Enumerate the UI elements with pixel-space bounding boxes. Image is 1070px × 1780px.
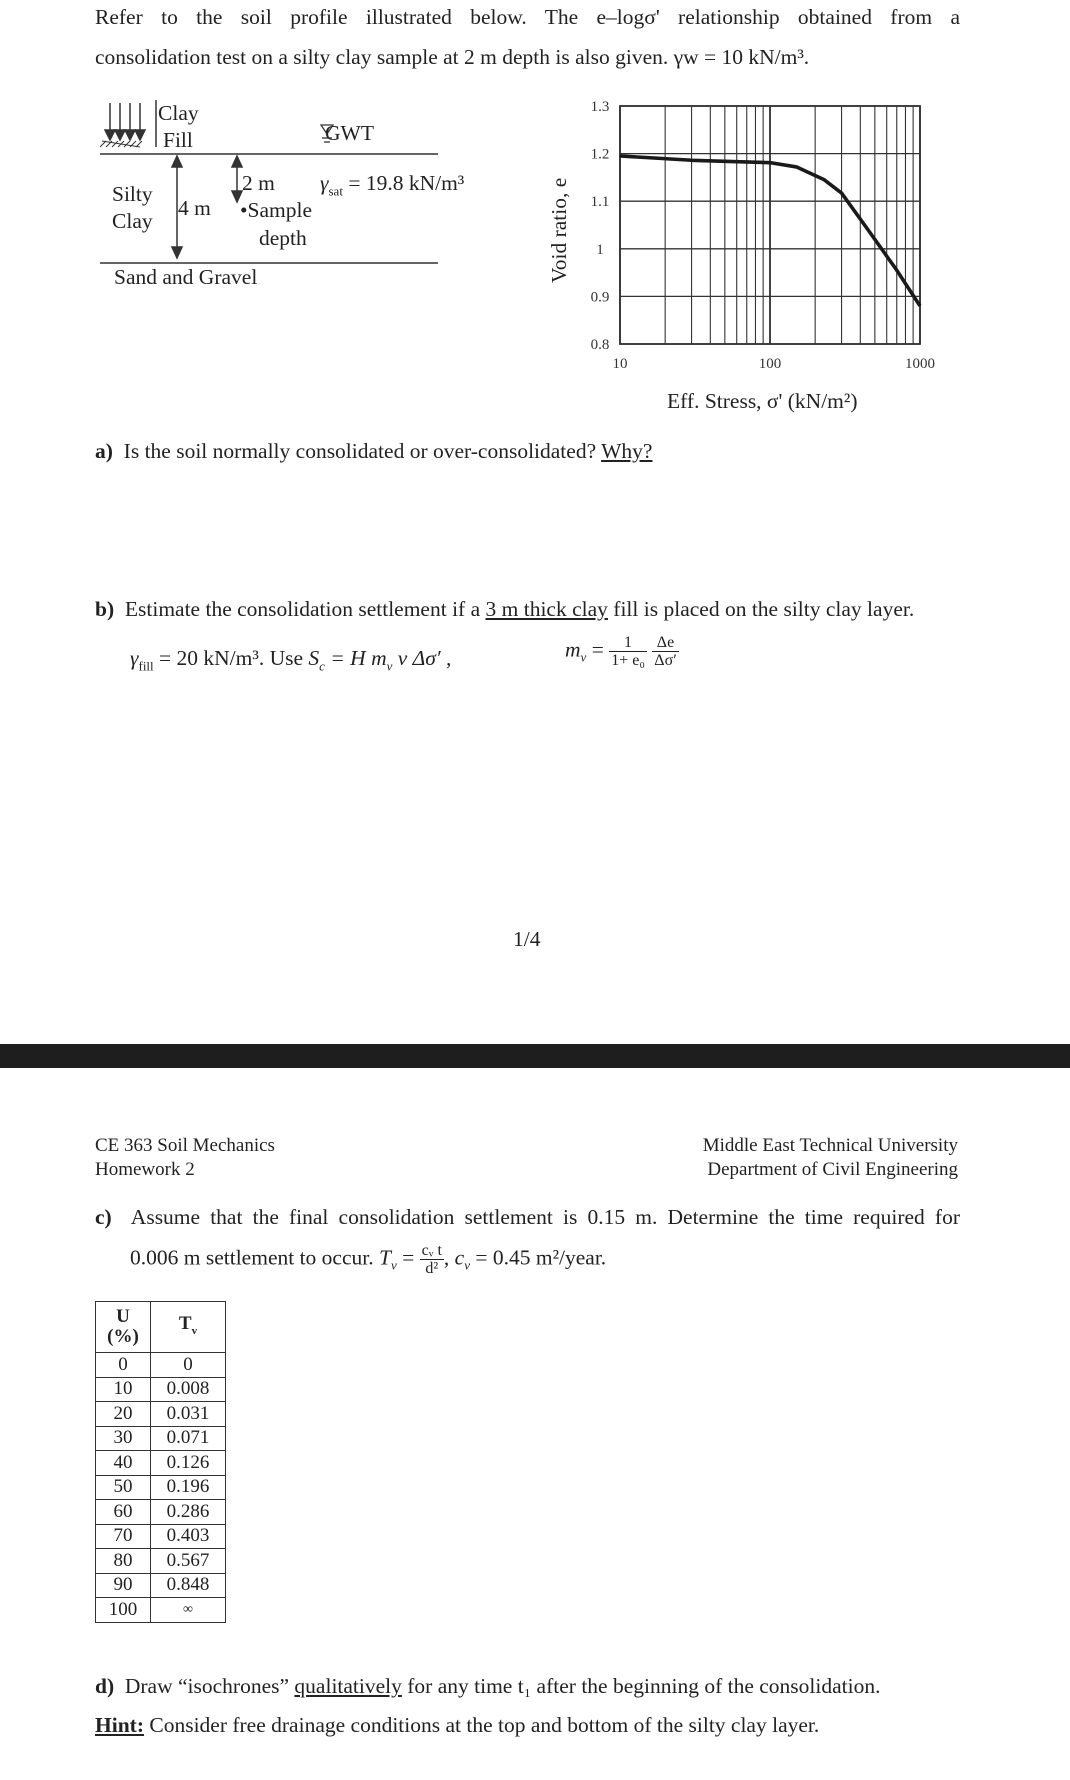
intro-line-1: Refer to the soil profile illustrated below. The e–logσ' relationship obtained from a: [95, 5, 960, 29]
table-row: [96, 1524, 226, 1549]
cell-u: 70: [96, 1524, 151, 1549]
y-tick-label: 1.1: [590, 194, 610, 211]
course-title: CE 363 Soil Mechanics: [95, 1135, 275, 1156]
question-b-formula-line: $\gamma_{fill} = 20$ kN/m³. Use $S_c = H$ $m_v$ v Δσ′ ,: [130, 646, 452, 674]
cell-tv: ∞: [151, 1598, 226, 1623]
table-row: [96, 1353, 226, 1378]
chart-svg: [540, 90, 940, 420]
y-tick-label: 1.2: [590, 146, 610, 163]
question-a-text: Is the soil normally consolidated or over-consolidated?: [123, 439, 597, 463]
cell-u: 40: [96, 1451, 151, 1476]
cell-u: 90: [96, 1573, 151, 1598]
header-tv: $T_v$: [151, 1302, 226, 1353]
header-u: U (%): [96, 1302, 151, 1353]
intro-line-2: consolidation test on a silty clay sample at 2 m depth is also given. γw = 10 kN/m³.: [95, 45, 810, 69]
table-row: [96, 1402, 226, 1427]
cell-u: 80: [96, 1549, 151, 1574]
page-number: 1/4: [513, 927, 541, 951]
cell-tv: 0.403: [151, 1524, 226, 1549]
table-row: [96, 1377, 226, 1402]
question-c-line-2: 0.006 m settlement to occur. $T_v$ = $\frac{\text{cᵥ t}}{\text{d²}}$ , $c_v = 0.45$ m²/year.: [130, 1242, 607, 1277]
depth-label: depth: [259, 226, 307, 250]
question-b-text-pre: Estimate the consolidation settlement if a: [124, 597, 481, 621]
fill-load-arrows: [105, 103, 145, 140]
fill-label: Fill: [163, 128, 193, 152]
y-tick-label: 1: [596, 241, 604, 258]
dimension-2m: [232, 156, 242, 202]
y-tick-label: 1.3: [590, 99, 610, 115]
x-tick-label: 1000: [905, 356, 935, 372]
table-row: [96, 1500, 226, 1525]
question-b-text-post: fill is placed on the silty clay layer.: [613, 597, 915, 621]
intro-paragraph: [95, 0, 960, 77]
cell-u: 50: [96, 1475, 151, 1500]
question-c-text-1: Assume that the final consolidation settlement is 0.15 m. Determine the time required for: [130, 1205, 960, 1229]
university-header: [703, 1134, 958, 1182]
cell-tv: 0.126: [151, 1451, 226, 1476]
table-row: [96, 1549, 226, 1574]
cell-u: 30: [96, 1426, 151, 1451]
gamma-sat-label: $\gamma_{sat} = 19.8$ kN/m³: [320, 171, 465, 199]
homework-title: Homework 2: [95, 1159, 195, 1180]
u-tv-table: [95, 1301, 226, 1623]
cell-u: 60: [96, 1500, 151, 1525]
cell-tv: 0.567: [151, 1549, 226, 1574]
hint-text: Consider free drainage conditions at the top and bottom of the silty clay layer.: [149, 1713, 820, 1737]
table-header-row: [96, 1302, 226, 1353]
cell-tv: 0.071: [151, 1426, 226, 1451]
table-row: [96, 1451, 226, 1476]
mv-fraction-2: $\frac{\Delta e}{\Delta\sigma'}$: [654, 634, 677, 669]
mv-fraction-1: $\frac{1}{\text{1+ e₀}}$: [611, 634, 645, 669]
question-d-label: d): [95, 1674, 115, 1698]
y-axis-label: Void ratio, e: [547, 177, 571, 283]
clay-layer-label: Clay: [112, 209, 153, 233]
table-row: [96, 1598, 226, 1623]
question-a-why: Why?: [601, 439, 653, 463]
dimension-4m-label: 4 m: [178, 196, 211, 220]
tv-fraction: $\frac{\text{cᵥ t}}{\text{d²}}$: [421, 1242, 442, 1277]
table-row: [96, 1573, 226, 1598]
ground-hatch: [100, 141, 142, 147]
question-b: [95, 595, 914, 623]
cell-tv: 0.848: [151, 1573, 226, 1598]
question-a-label: a): [95, 439, 113, 463]
y-tick-label: 0.9: [590, 289, 610, 306]
cell-u: 20: [96, 1402, 151, 1427]
silty-label: Silty: [112, 182, 153, 206]
table-row: [96, 1426, 226, 1451]
mv-formula: $m_v$ = $\frac{1}{\text{1+ e₀}}$ $\frac{\Delta e}{\Delta\sigma'}$: [565, 634, 677, 669]
cell-u: 10: [96, 1377, 151, 1402]
question-a: [95, 437, 652, 465]
cell-u: 100: [96, 1598, 151, 1623]
hint-line: [95, 1711, 819, 1739]
question-c: [95, 1197, 960, 1237]
hint-label: Hint:: [95, 1713, 144, 1737]
university-name: Middle East Technical University: [702, 1135, 958, 1156]
question-d-text-underline: qualitatively: [294, 1674, 402, 1698]
clay-label: Clay: [158, 101, 199, 125]
cell-u: 0: [96, 1353, 151, 1378]
question-c-label: c): [95, 1205, 112, 1229]
cell-tv: 0.196: [151, 1475, 226, 1500]
question-b-label: b): [95, 597, 115, 621]
cell-tv: 0.008: [151, 1377, 226, 1402]
x-tick-label: 10: [612, 356, 628, 372]
x-axis-label: Eff. Stress, σ' (kN/m²): [667, 389, 858, 413]
department-name: Department of Civil Engineering: [707, 1159, 958, 1180]
gwt-label: GWT: [325, 121, 374, 145]
question-d: [95, 1672, 880, 1700]
y-tick-label: 0.8: [590, 337, 610, 353]
sand-gravel-label: Sand and Gravel: [114, 265, 258, 289]
cell-tv: 0: [151, 1353, 226, 1378]
x-tick-label: 100: [758, 356, 782, 372]
sc-formula: $S_c = H$ $m_v$ v Δσ′ ,: [308, 646, 452, 674]
table-row: [96, 1475, 226, 1500]
question-d-text-pre: Draw “isochrones”: [124, 1674, 290, 1698]
cell-tv: 0.286: [151, 1500, 226, 1525]
question-d-text-post: for any time t₁ after the beginning of the consolidation.: [407, 1674, 881, 1698]
page-separator-band: [0, 1044, 1070, 1068]
course-header: [95, 1134, 275, 1182]
question-b-text-underline: 3 m thick clay: [485, 597, 608, 621]
sample-label: •Sample: [240, 198, 313, 222]
cell-tv: 0.031: [151, 1402, 226, 1427]
dimension-2m-label: 2 m: [242, 171, 275, 195]
